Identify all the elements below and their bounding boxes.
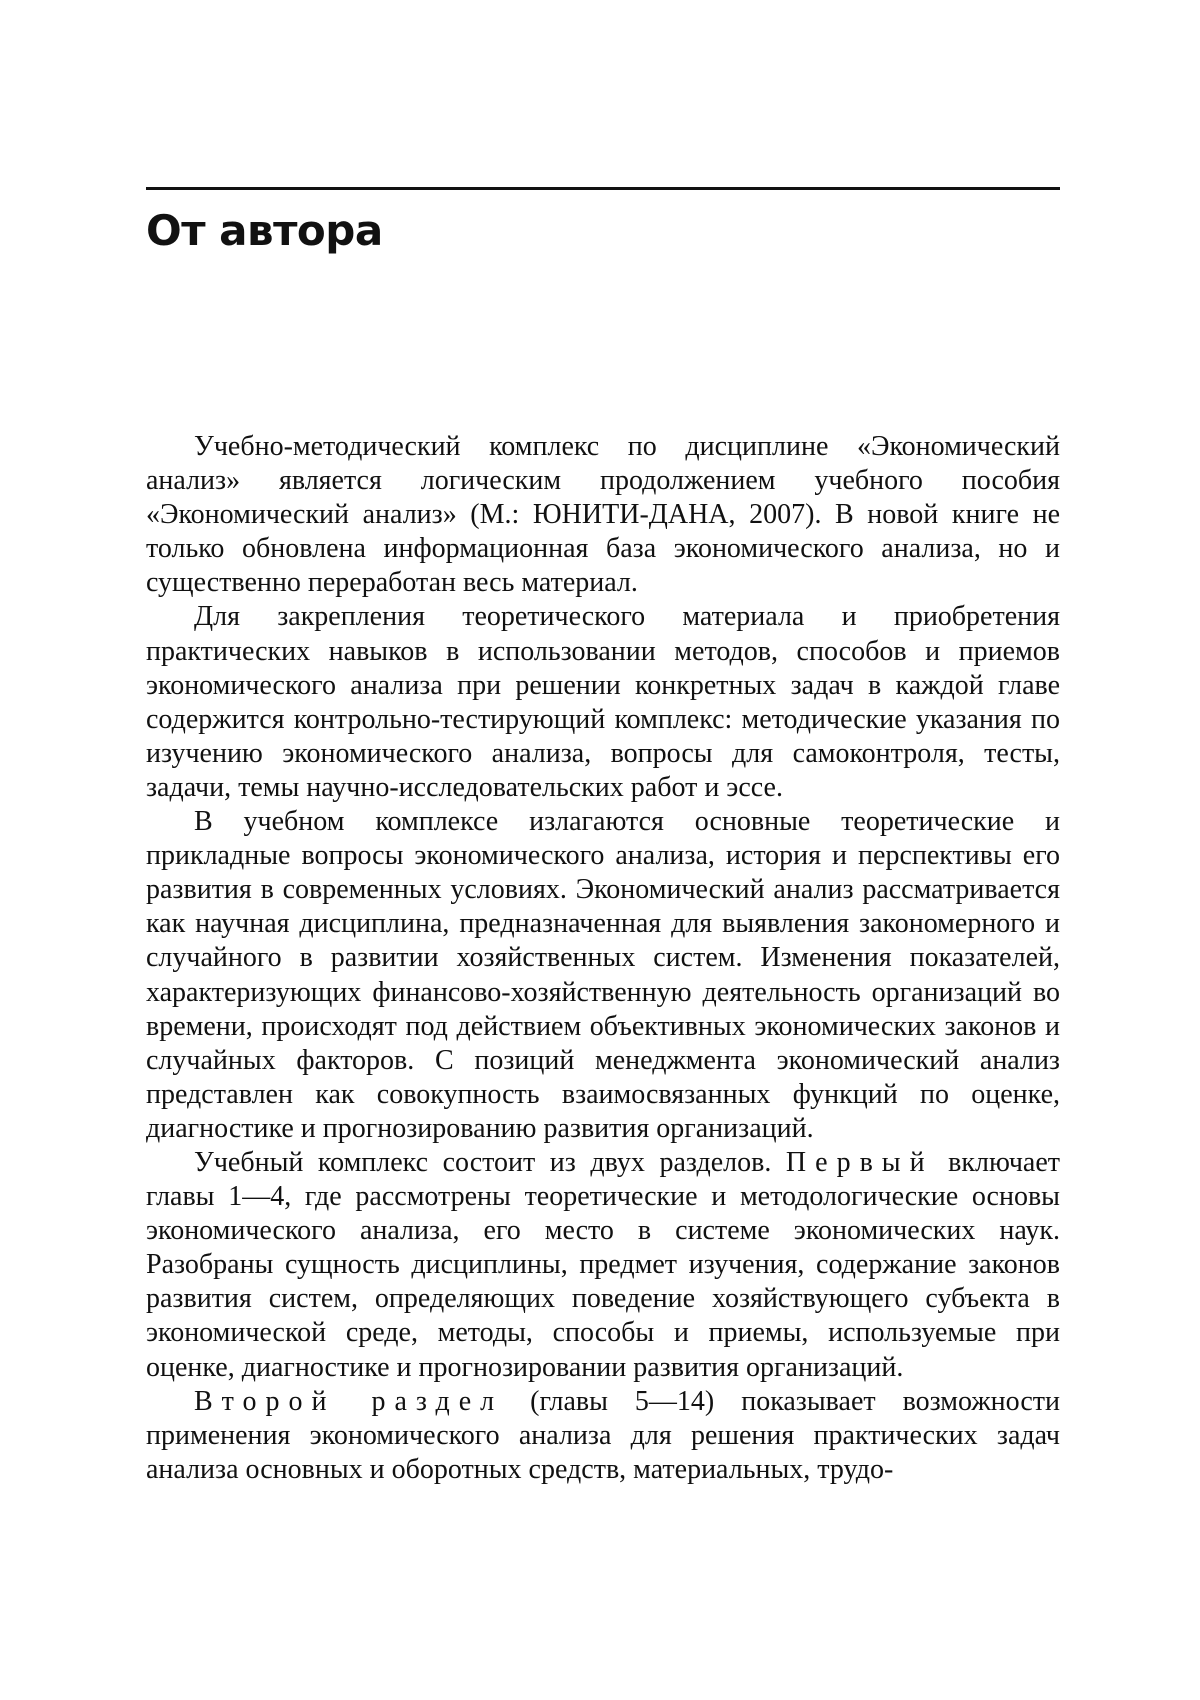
paragraph-2: Для закрепления теоретического материала и приобретения практических навыков в использовании методов, способов и приемов экономического анализа при решении конкретных задач в каждой главе содержится контрольно-тестирующий комплекс: методические указания по изучению экономического анализа, вопросы для самоконтроля, тесты, задачи, темы научно-исследовательских работ и эссе. (146, 601, 1060, 803)
paragraph-4-rest: включает главы 1—4, где рассмотрены теоретические и методологические основы экономического анализа, его место в системе экономических наук. Разобраны сущность дисциплины, предмет изучения, содержание законов развития систем, определяющих поведение хозяйствующего субъекта в экономической среде, методы, способы и приемы, используемые при оценке, диагностике и прогнозировании развития организаций. (146, 1146, 1060, 1383)
paragraph-4-lead: Учебный комплекс состоит из двух разделов. (194, 1146, 786, 1178)
paragraph-3: В учебном комплексе излагаются основные теоретические и прикладные вопросы экономического анализа, история и перспективы его развития в современных условиях. Экономический анализ рассматривается как научная дисциплина, предназначенная для выявления закономерного и случайного в развитии хозяйственных систем. Изменения показателей, характеризующих финансово-хозяйственную деятельность организаций во времени, происходят под действием объективных экономических законов и случайных факторов. С позиций менеджмента экономический анализ представлен как совокупность взаимосвязанных функций по оценке, диагностике и прогнозированию развития организаций. (146, 806, 1060, 1144)
page-title: От автора (146, 206, 383, 255)
spaced-emphasis-first: Первый (785, 1146, 934, 1178)
spaced-emphasis-second-section: Второй раздел (194, 1385, 504, 1417)
body-text (146, 430, 1060, 1487)
paragraph-4 (146, 1146, 1060, 1385)
paragraph-5 (146, 1385, 1060, 1487)
heading-rule (146, 187, 1060, 190)
paragraph-1: Учебно-методический комплекс по дисциплине «Экономический анализ» является логическим продолжением учебного пособия «Экономический анализ» (М.: ЮНИТИ-ДАНА, 2007). В новой книге не только обновлена информационная база экономического анализа, но и существенно переработан весь материал. (146, 431, 1060, 599)
paragraph-5-rest: (главы 5—14) показывает возможности применения экономического анализа для решения практических задач анализа основных и оборотных средств, материальных, трудо- (146, 1385, 1060, 1485)
